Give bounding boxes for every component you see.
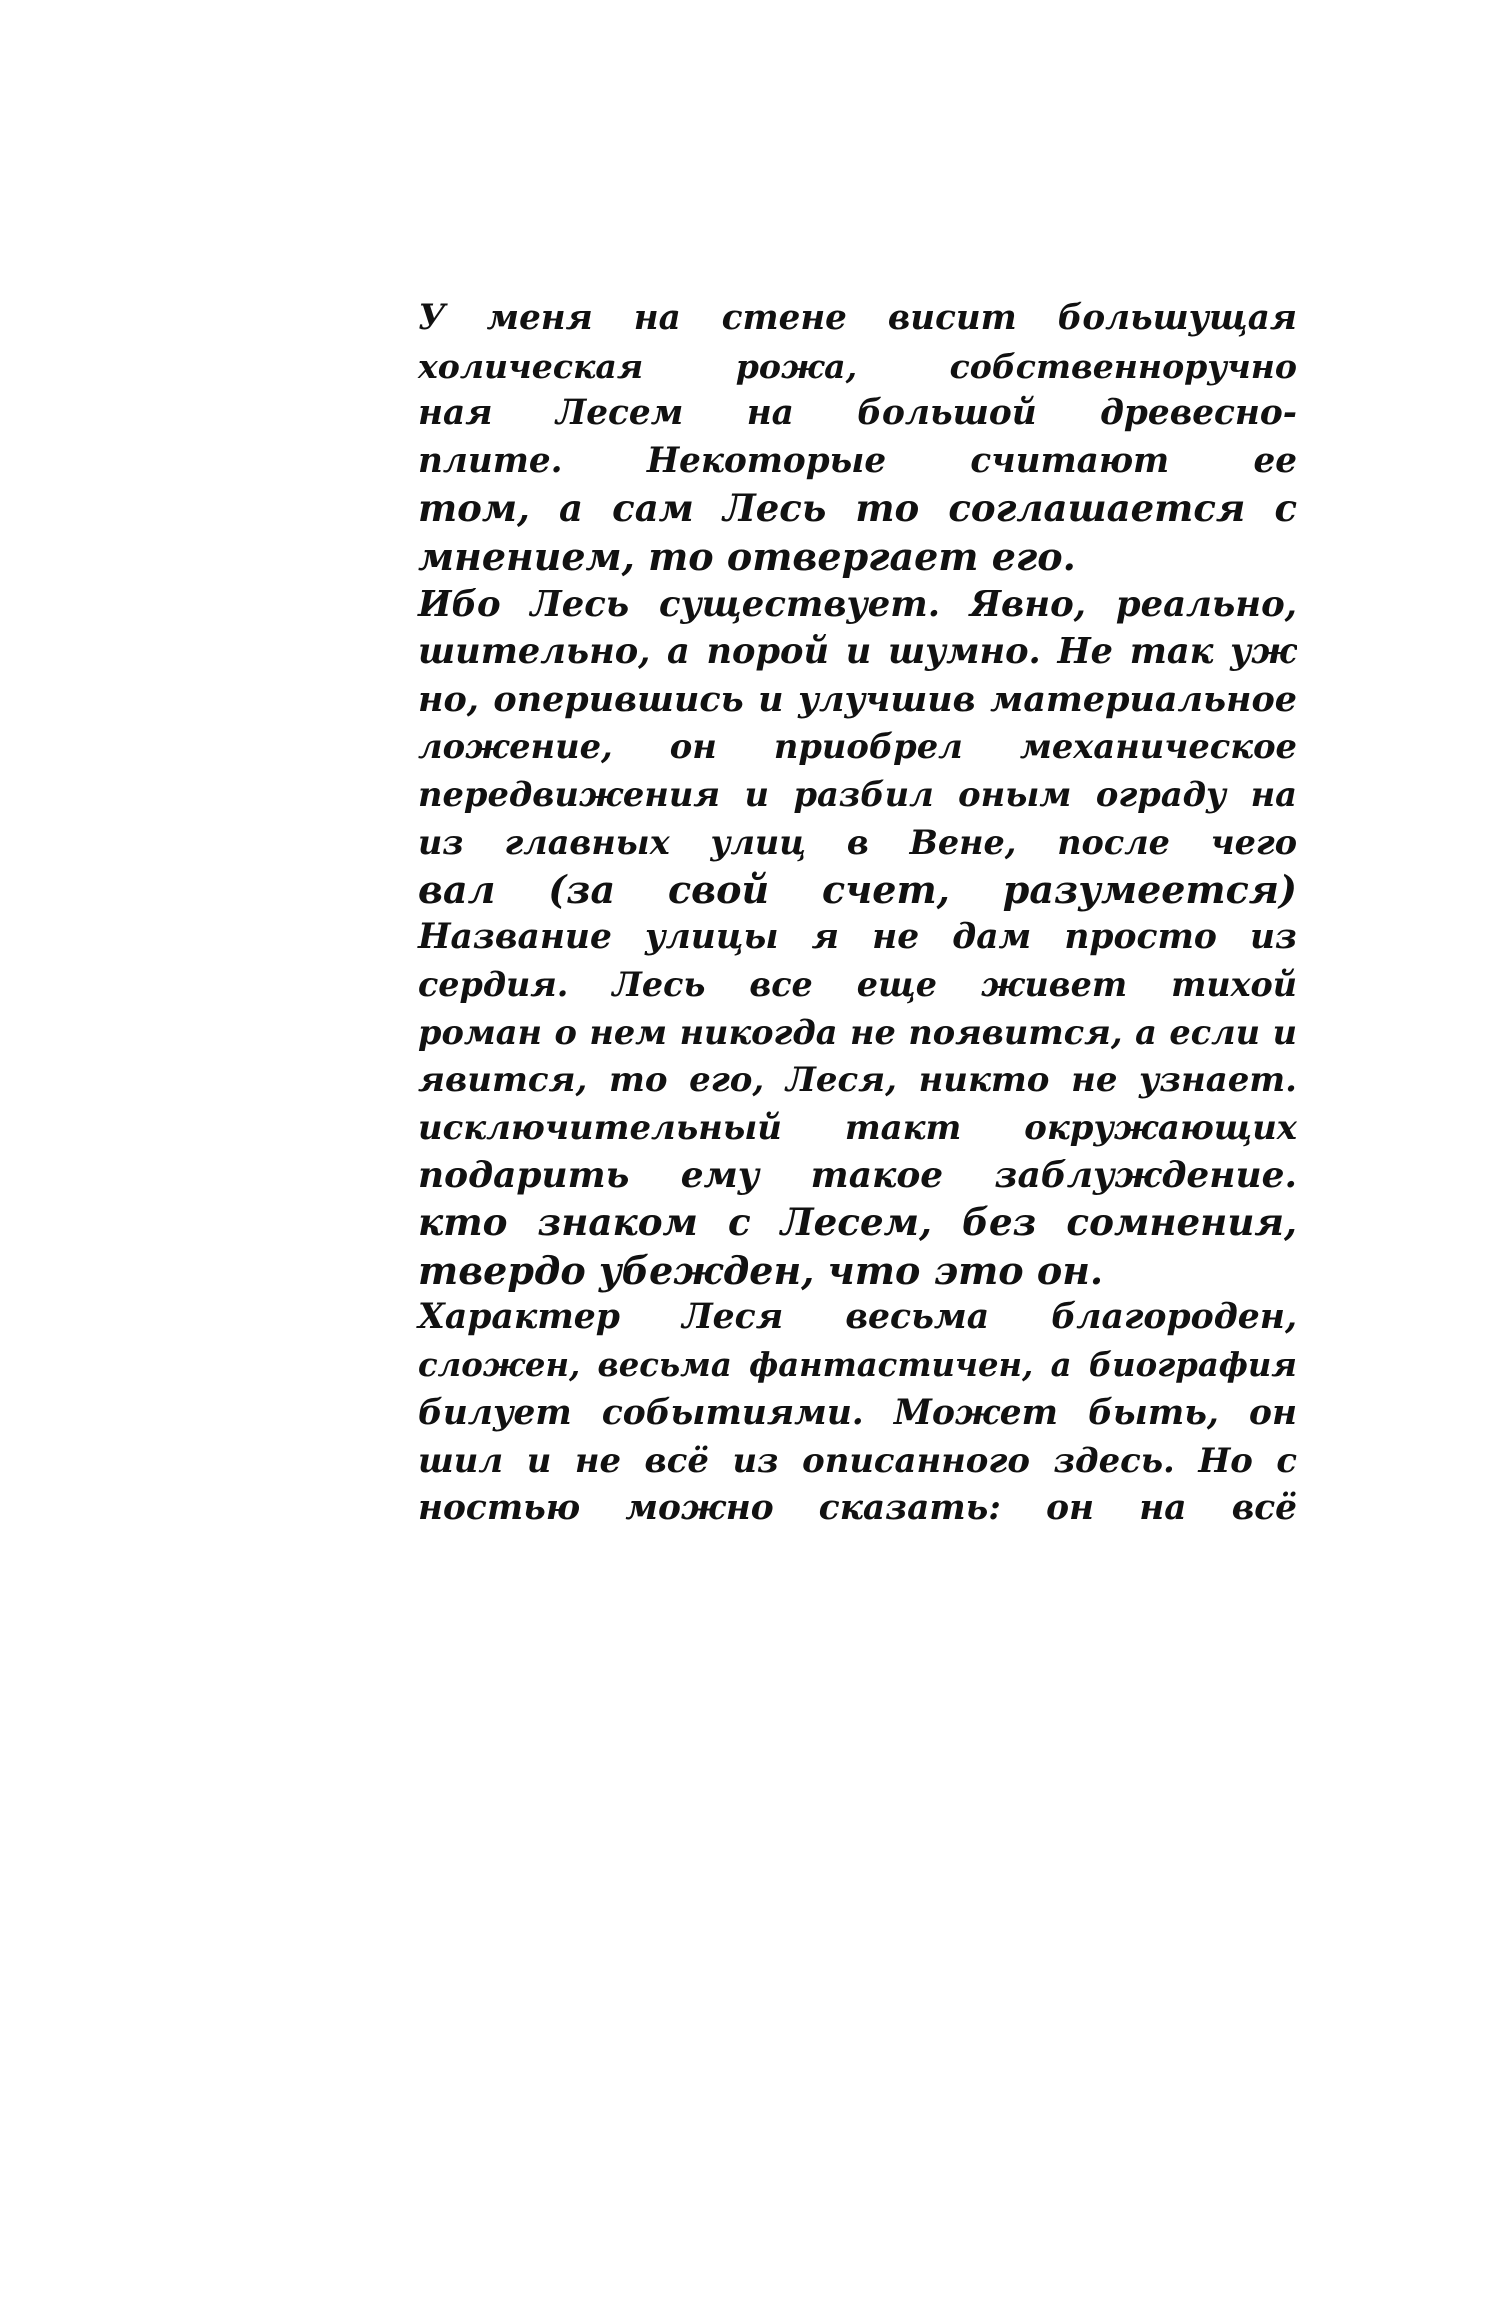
text-line: исключительный такт окружающих — [418, 1107, 1297, 1148]
paragraph — [352, 914, 1297, 1295]
text-line: вал (за свой счет, разумеется) — [418, 867, 1297, 913]
text-line: том, а сам Лесь то соглашается с — [418, 486, 1297, 531]
text-line: твердо убежден, что это он. — [418, 1247, 1104, 1293]
paragraph — [352, 581, 1297, 914]
text-line: сердия. Лесь все еще живет тихой — [418, 965, 1297, 1005]
paragraph — [352, 1294, 1297, 1532]
text-line: холическая рожа, собственноручно — [418, 346, 1297, 386]
text-line: из главных улиц в Вене, после чего — [418, 822, 1297, 862]
text-line: У меня на стене висит большущая — [418, 298, 1297, 338]
text-line: но, оперившись и улучшив материальное — [418, 678, 1297, 720]
text-line: роман о нем никогда не появится, а если и — [418, 1011, 1297, 1052]
text-line: явится, то его, Леся, никто не узнает. — [418, 1059, 1297, 1100]
text-line: мнением, то отвергает его. — [418, 533, 1076, 579]
text-line: передвижения и разбил оным ограду на — [418, 773, 1297, 814]
text-line: ложение, он приобрел механическое — [418, 726, 1297, 767]
text-line: ностью можно сказать: он на всё — [418, 1487, 1297, 1528]
text-line: Характер Леся весьма благороден, — [418, 1297, 1297, 1338]
text-line: сложен, весьма фантастичен, а биография — [418, 1346, 1297, 1385]
text-line: плите. Некоторые считают ее — [418, 440, 1297, 481]
text-line: кто знаком с Лесем, без сомнения, — [418, 1200, 1297, 1245]
text-block — [352, 295, 1297, 1532]
text-line: шил и не всё из описанного здесь. Но с — [418, 1440, 1297, 1481]
text-line: билует событиями. Может быть, он — [418, 1392, 1297, 1433]
text-line: шительно, а порой и шумно. Не так уж — [418, 631, 1297, 673]
paragraph — [352, 295, 1297, 581]
text-line: ная Лесем на большой древесно- — [418, 393, 1297, 434]
text-line: подарить ему такое заблуждение. — [418, 1153, 1297, 1196]
text-line: Ибо Лесь существует. Явно, реально, — [418, 583, 1297, 625]
text-line: Название улицы я не дам просто из — [418, 916, 1297, 957]
